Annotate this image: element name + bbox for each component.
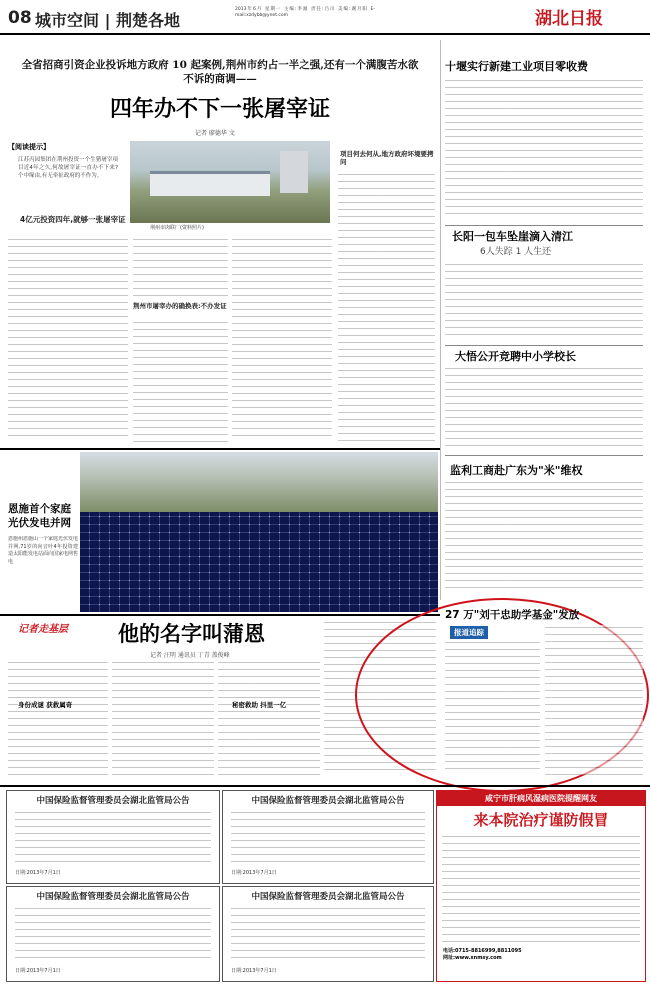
lead-subhead-3: 项目何去何从,地方政府坏境要拷问 xyxy=(340,150,434,166)
hero-title: 他的名字叫蒲恩 xyxy=(118,621,265,646)
hero-kicker: 记者走基层 xyxy=(18,624,68,635)
notice-4 xyxy=(222,886,434,982)
factory-photo xyxy=(130,141,330,223)
notice-3-title: 中国保险监督管理委员会湖北监管局公告 xyxy=(36,892,190,902)
fund-body-1 xyxy=(445,640,540,775)
notice-1-date: 日期:2013年7月1日 xyxy=(15,870,61,876)
notice-3 xyxy=(6,886,220,982)
lead-body-2 xyxy=(133,237,228,297)
lead-body-5 xyxy=(338,172,435,442)
photo-tower xyxy=(280,151,308,193)
notice-4-title: 中国保险监督管理委员会湖北监管局公告 xyxy=(251,892,405,902)
hero-body-3 xyxy=(218,660,320,775)
notice-1 xyxy=(6,790,220,884)
notices-rule xyxy=(0,785,650,787)
fund-title: 27 万"刘干忠助学基金"发放 xyxy=(445,609,580,621)
photo-building xyxy=(150,171,270,196)
ad-title: 来本院治疗谨防假冒 xyxy=(473,811,609,829)
edition-meta: 2013年6月 星期一 主编:李澈 责任:吕川 美编:谢月阳 E-mail:xzdybb@ynet.com xyxy=(235,7,375,18)
ad-top-banner: 咸宁市肝病风湿病医院提醒网友 xyxy=(437,791,645,806)
lead-subtitle: 全省招商引资企业投诉地方政府 10 起案例,荆州市约占一半之强,还有一个满腹苦水欲不诉的商调—— xyxy=(21,59,419,85)
right-body-1 xyxy=(445,78,643,220)
hero-rule xyxy=(0,614,440,616)
fund-body-2 xyxy=(545,625,643,775)
hero-sub-1: 身份成谜 获救属奇 xyxy=(18,701,73,709)
photo-caption: 荆州市肉联厂(资料照片) xyxy=(150,225,204,231)
right-body-2 xyxy=(445,262,643,340)
header-rule xyxy=(0,33,650,35)
hero-sub-2: 秘密救助 抖里一亿 xyxy=(232,701,287,709)
fund-label: 报道追踪 xyxy=(450,626,488,639)
right-rule-2 xyxy=(445,345,643,346)
notice-1-title: 中国保险监督管理委员会湖北监管局公告 xyxy=(36,796,190,806)
right-body-4 xyxy=(445,480,643,592)
feature-caption: 恩施州恩施山一个家庭光伏发电并网,71岁的向音叶4年投资建造太阳能发电站面向国家电网售电 xyxy=(8,536,78,565)
notice-1-body xyxy=(15,810,211,866)
notice-2-body xyxy=(231,810,425,866)
section-title: 城市空间 | 荆楚各地 xyxy=(35,11,180,30)
right-head-2: 长阳一包车坠崖滴入清江 xyxy=(452,230,573,243)
right-body-3 xyxy=(445,366,643,450)
ad-body xyxy=(442,834,640,944)
lead-body-4 xyxy=(232,237,332,442)
hospital-ad xyxy=(436,790,646,982)
right-column-divider xyxy=(440,40,441,600)
notice-4-date: 日期:2013年7月1日 xyxy=(231,968,277,974)
right-rule-1 xyxy=(445,225,643,226)
notice-2-title: 中国保险监督管理委员会湖北监管局公告 xyxy=(251,796,405,806)
right-head-2-sub: 6人失踪 1 人生还 xyxy=(480,247,552,257)
lead-subhead-2: 荆州市屠宰办的确换表:不办发证 xyxy=(133,302,227,310)
ad-phone: 电话:0715-8816999,8811095 xyxy=(443,948,522,954)
notice-3-date: 日期:2013年7月1日 xyxy=(15,968,61,974)
solar-panels-photo xyxy=(80,512,438,612)
feature-title: 恩施首个家庭光伏发电并网 xyxy=(8,503,71,529)
lead-body-1 xyxy=(8,237,128,442)
hero-body-1 xyxy=(8,660,108,775)
hero-byline: 记者 汪明 通讯员 丁青 盖俊峰 xyxy=(150,652,230,659)
page-number: 08 xyxy=(8,8,32,28)
masthead-logo: 湖北日报 xyxy=(535,9,603,29)
notice-2 xyxy=(222,790,434,884)
lead-title: 四年办不下一张屠宰证 xyxy=(109,96,330,122)
lead-body-3 xyxy=(133,320,228,442)
notice-3-body xyxy=(15,906,211,964)
mountain-photo xyxy=(80,452,438,512)
right-head-1: 十堰实行新建工业项目零收费 xyxy=(445,60,588,73)
right-head-3: 大悟公开竞聘中小学校长 xyxy=(455,350,576,363)
right-rule-3 xyxy=(445,455,643,456)
notice-2-date: 日期:2013年7月1日 xyxy=(231,870,277,876)
feature-rule xyxy=(0,448,440,450)
hero-body-2 xyxy=(112,660,214,775)
intro-label: 【阅读提示】 xyxy=(8,143,50,151)
intro-text: 江苏丙园集团在荆州投资一个生猪屠宰项目近4年之久,何故屠宰证一直办不下来?个中缘由,有无牵扯政府的不作为。 xyxy=(18,157,118,179)
lead-byline: 记者 廖德华 文 xyxy=(195,130,235,137)
lead-subhead-1: 4亿元投资四年,就够一张屠宰证 xyxy=(20,215,126,224)
notice-4-body xyxy=(231,906,425,964)
ad-web: 网址:www.xnmsy.com xyxy=(443,955,502,961)
right-head-4: 监利工商赴广东为"米"维权 xyxy=(450,464,583,477)
page-header xyxy=(0,0,650,36)
